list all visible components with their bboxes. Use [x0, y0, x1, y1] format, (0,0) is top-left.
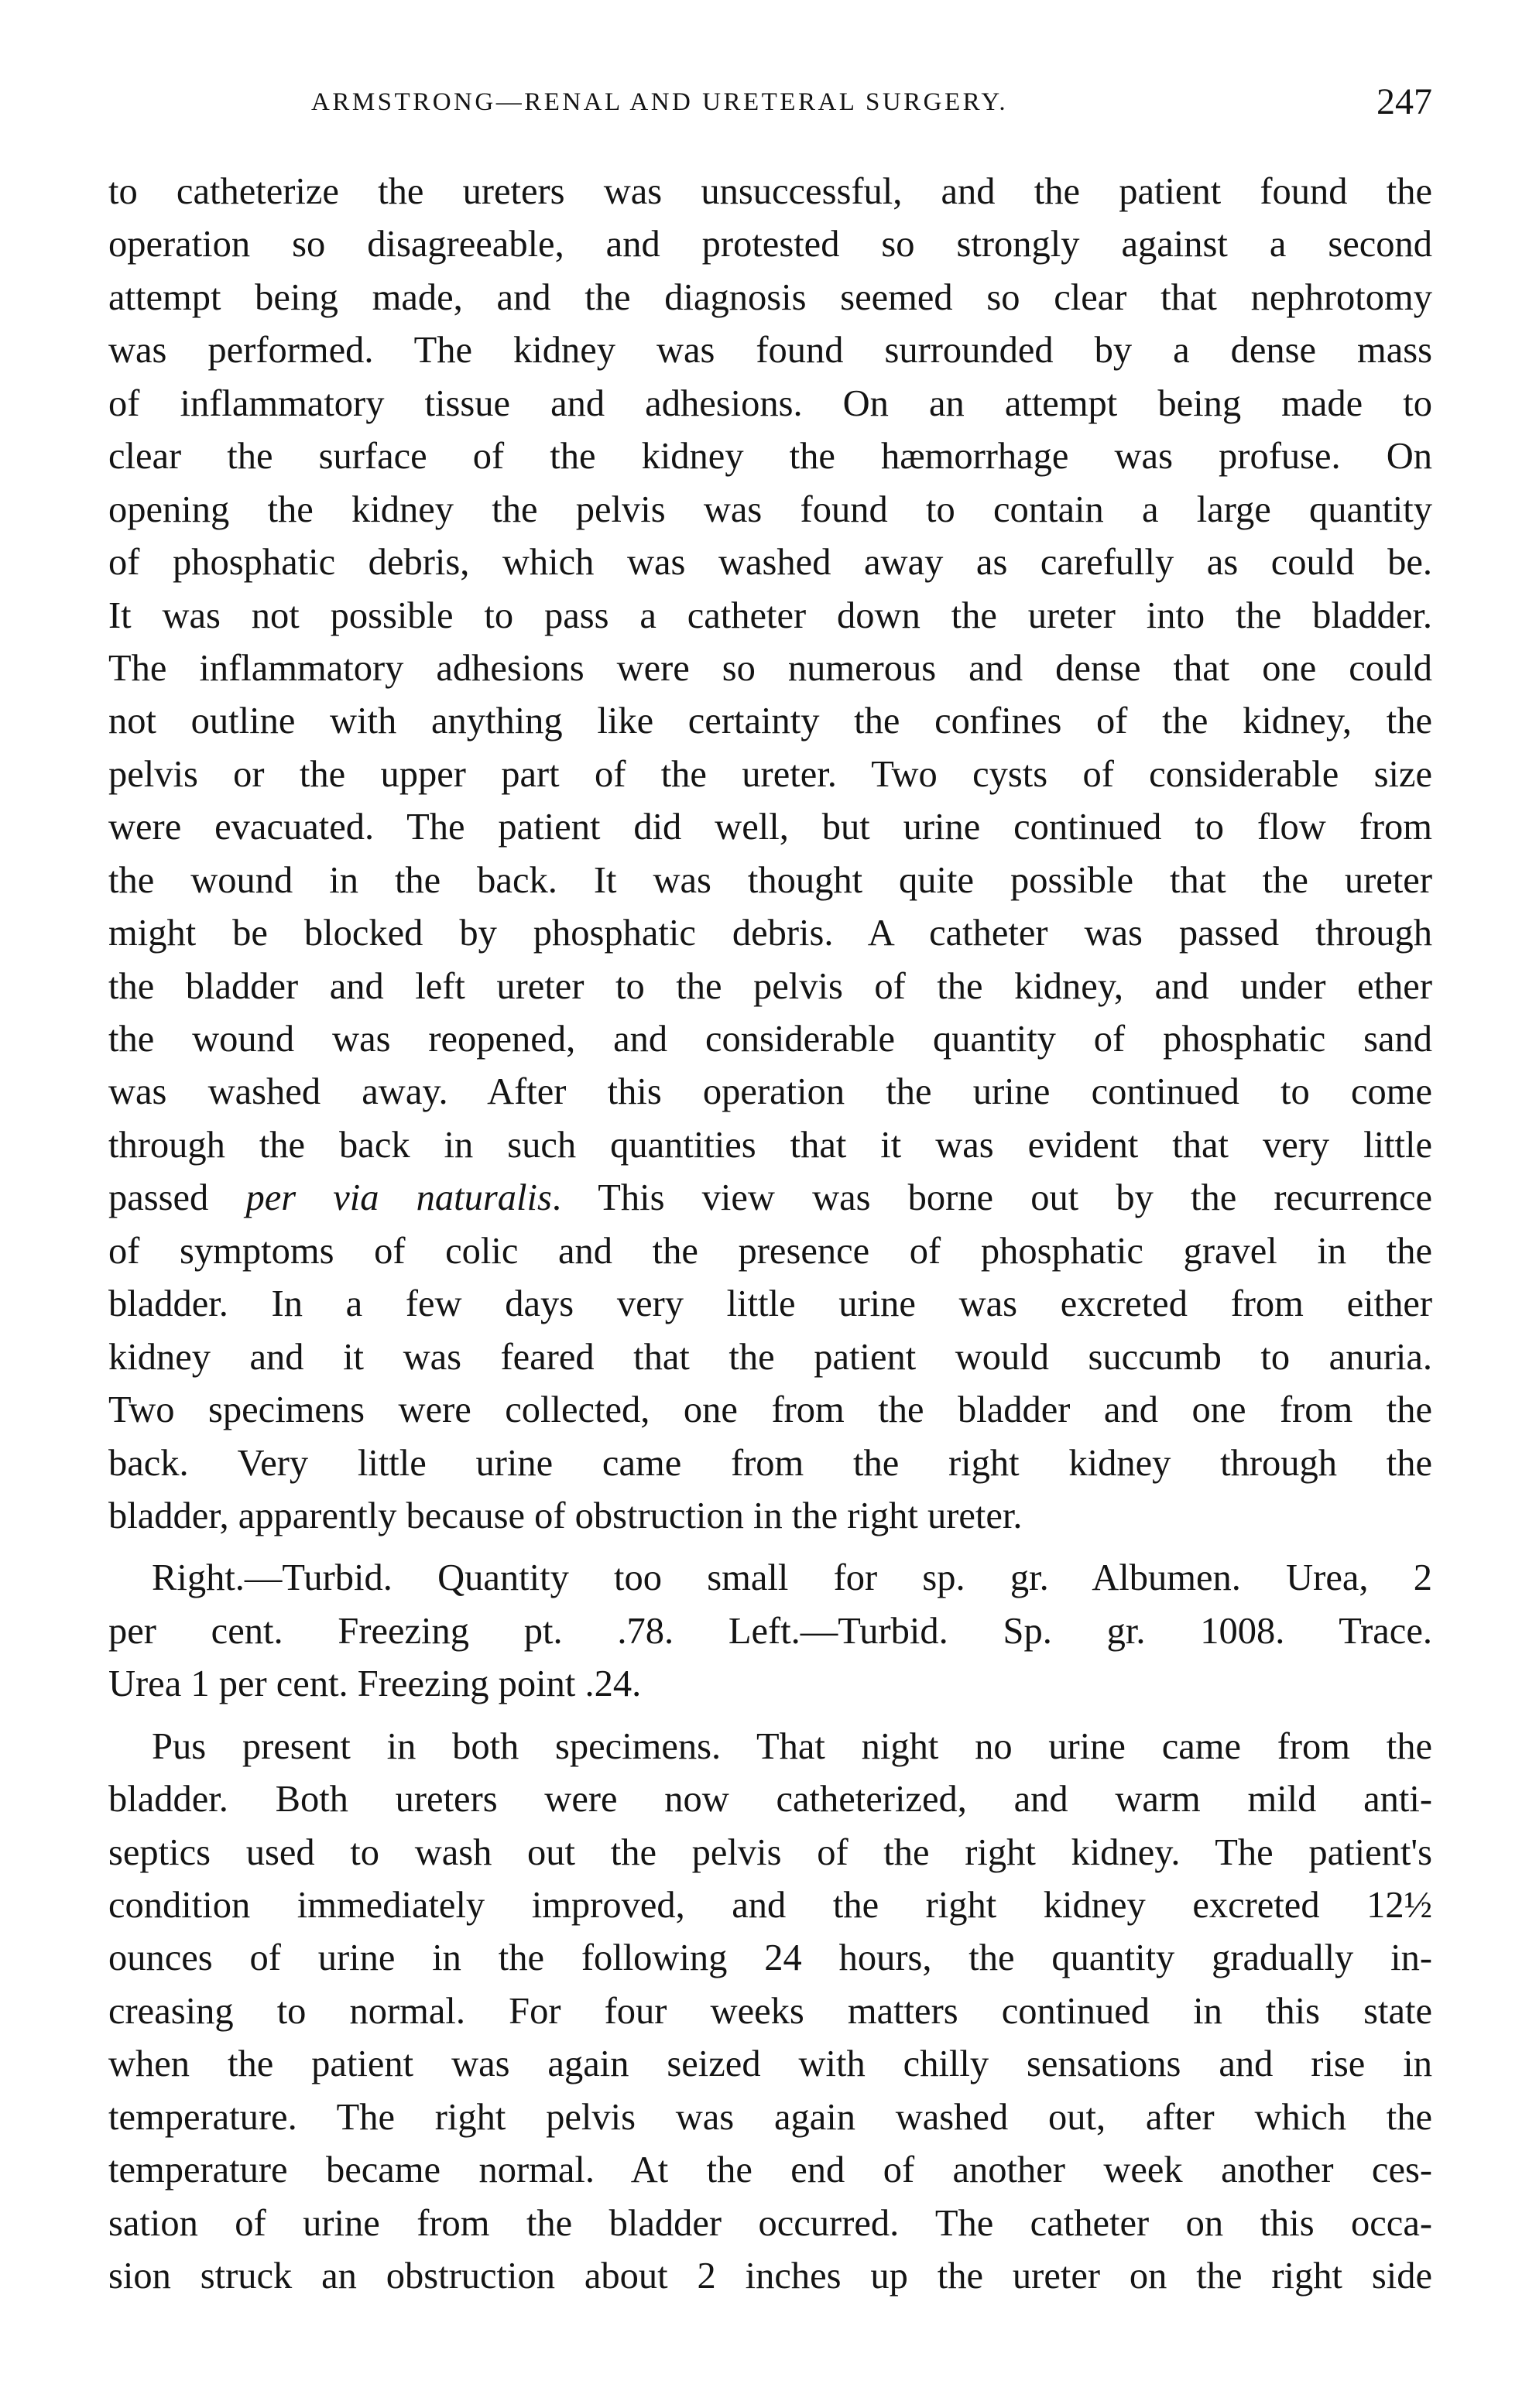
text-line: temperature. The right pelvis was again washed out, after which the [108, 2096, 1432, 2138]
text-line: sation of urine from the bladder occurred. The catheter on this occa- [108, 2202, 1432, 2244]
italic-phrase: per via naturalis [245, 1177, 552, 1219]
text-line: the wound was reopened, and considerable quantity of phosphatic sand [108, 1019, 1432, 1060]
text-line: bladder. Both ureters were now catheterized, and warm mild anti- [108, 1779, 1432, 1821]
text-line: per cent. Freezing pt. .78. Left.—Turbid. Sp. gr. 1008. Trace. [108, 1610, 1432, 1652]
text-line: of symptoms of colic and the presence of phosphatic gravel in the [108, 1230, 1432, 1272]
text-line: bladder, apparently because of obstruction in the right ureter. [108, 1495, 1023, 1536]
text-line: creasing to normal. For four weeks matters continued in this state [108, 1990, 1432, 2032]
text-line: attempt being made, and the diagnosis seemed so clear that nephrotomy [108, 276, 1432, 318]
text-line: bladder. In a few days very little urine was excreted from either [108, 1283, 1432, 1325]
paragraph-gap [108, 1543, 1432, 1552]
text-line: It was not possible to pass a catheter down the ureter into the bladder. [108, 594, 1432, 636]
text-line: condition immediately improved, and the right kidney excreted 12½ [108, 1885, 1432, 1926]
text-line: to catheterize the ureters was unsuccessful, and the patient found the [108, 171, 1432, 212]
text-line: through the back in such quantities that it was evident that very little [108, 1124, 1432, 1166]
text-line: kidney and it was feared that the patient would succumb to anuria. [108, 1336, 1432, 1378]
text-line: when the patient was again seized with chilly sensations and rise in [108, 2043, 1432, 2085]
paragraph-gap [108, 1711, 1432, 1721]
text-line: sion struck an obstruction about 2 inches up the ureter on the right side [108, 2256, 1432, 2297]
text-line: The inflammatory adhesions were so numerous and dense that one could [108, 647, 1432, 689]
text-line: septics used to wash out the pelvis of the right kidney. The patient's [108, 1831, 1432, 1873]
text-line: ounces of urine in the following 24 hours, the quantity gradually in- [108, 1937, 1432, 1979]
page-number: 247 [1376, 81, 1432, 122]
text-line: might be blocked by phosphatic debris. A catheter was passed through [108, 913, 1432, 954]
text-line: back. Very little urine came from the right kidney through the [108, 1442, 1432, 1484]
running-title: ARMSTRONG—RENAL AND URETERAL SURGERY. [311, 88, 1009, 116]
text-line: Two specimens were collected, one from the bladder and one from the [108, 1389, 1432, 1431]
running-head [108, 77, 1432, 139]
text-line: passed per via naturalis. This view was borne out by the recurrence [108, 1177, 1432, 1219]
text-line: was washed away. After this operation the urine continued to come [108, 1071, 1432, 1113]
text-line: temperature became normal. At the end of another week another ces- [108, 2149, 1432, 2191]
text-line: of phosphatic debris, which was washed away as carefully as could be. [108, 542, 1432, 584]
text-line: pelvis or the upper part of the ureter. Two cysts of considerable size [108, 753, 1432, 795]
text-line: opening the kidney the pelvis was found to contain a large quantity [108, 488, 1432, 530]
body-text [108, 166, 1432, 2304]
text-line: were evacuated. The patient did well, but urine continued to flow from [108, 807, 1432, 848]
text-line: the bladder and left ureter to the pelvis of the kidney, and under ether [108, 965, 1432, 1007]
text-line: Right.—Turbid. Quantity too small for sp. gr. Albumen. Urea, 2 [152, 1557, 1432, 1599]
text-line: Urea 1 per cent. Freezing point .24. [108, 1663, 642, 1705]
text-line: not outline with anything like certainty the confines of the kidney, the [108, 700, 1432, 742]
text-line: the wound in the back. It was thought quite possible that the ureter [108, 859, 1432, 901]
text-line: Pus present in both specimens. That night no urine came from the [152, 1725, 1432, 1767]
text-line: clear the surface of the kidney the hæmorrhage was profuse. On [108, 436, 1432, 478]
text-line: was performed. The kidney was found surrounded by a dense mass [108, 330, 1432, 372]
text-line: operation so disagreeable, and protested so strongly against a second [108, 224, 1432, 265]
text-line: of inflammatory tissue and adhesions. On an attempt being made to [108, 382, 1432, 424]
